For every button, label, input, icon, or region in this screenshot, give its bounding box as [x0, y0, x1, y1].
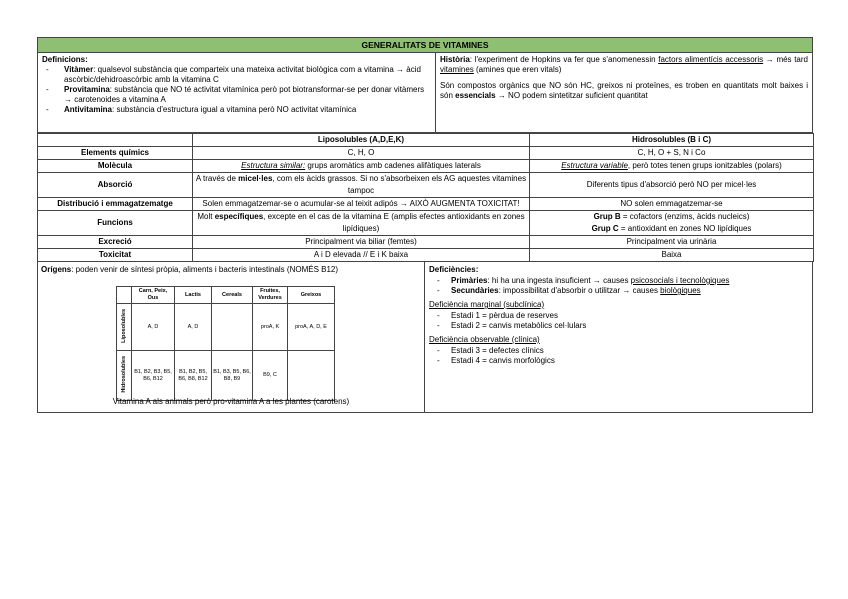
- lipo-cell: [193, 160, 530, 173]
- table-row: [38, 173, 814, 198]
- hidro-cell: Baixa: [530, 249, 814, 262]
- cell-bold: específiques: [214, 212, 264, 221]
- history-text: → NO podem sintetitzar suficient quantitat: [495, 91, 648, 100]
- definitions-heading: Definicions:: [42, 55, 88, 64]
- table-row: [38, 198, 814, 211]
- lipo-cell: Principalment via biliar (femtes): [193, 236, 530, 249]
- hidro-cell: [530, 211, 814, 236]
- hidro-cell: NO solen emmagatzemar-se: [530, 198, 814, 211]
- stage-item: - Estadi 4 = canvis morfològics: [451, 356, 808, 366]
- sources-header-row: [117, 287, 335, 304]
- italic-underline: Estructura variable: [561, 161, 628, 170]
- origins-text: : poden venir de síntesi pròpia, aliments i bacteris intestinals (NOMÉS B12): [71, 265, 339, 274]
- observable-section: [429, 335, 808, 345]
- stage-item: - Estadi 3 = defectes clínics: [451, 346, 808, 356]
- definition-item: [64, 85, 431, 105]
- definition-text: : substància d'estructura igual a vitamina però NO activitat vitamínica: [112, 105, 357, 114]
- origins-intro: [41, 265, 421, 275]
- italic-underline: Estructura similar:: [241, 161, 306, 170]
- sources-cell: [212, 304, 253, 351]
- deficiencies-types: [429, 276, 808, 296]
- sources-column-header: Greixos: [288, 287, 335, 304]
- sources-cell: A, D: [175, 304, 212, 351]
- cell-text: grups aromàtics amb cadenes alifàtiques laterals: [305, 161, 481, 170]
- row-label: Molècula: [38, 160, 193, 173]
- row-label: Distribució i emmagatzematge: [38, 198, 193, 211]
- sources-row-label: [117, 304, 132, 351]
- cell-text: A través de: [195, 174, 239, 183]
- definition-text: : qualsevol substància que comparteix una mateixa activitat biològica com a vitamina → àcid ascòrbic/dehidroascòrbic amb la vitamina C: [64, 65, 421, 84]
- deficiency-underline: psicosocials i tecnològiques: [630, 276, 730, 285]
- deficiency-term: Secundàries: [451, 286, 499, 295]
- table-row: [38, 160, 814, 173]
- table-row: [38, 211, 814, 236]
- history-heading: Història: [440, 55, 470, 64]
- marginal-heading: Deficiència marginal (subclínica): [429, 300, 545, 309]
- sources-row-label-text: Liposolubles: [120, 308, 127, 343]
- sources-cell: B1, B2, B3, B5, B6, B12: [132, 351, 175, 401]
- bottom-row: [37, 262, 813, 413]
- sources-row-label-text: Hidrosolubles: [120, 355, 127, 393]
- sources-cell: A, D: [132, 304, 175, 351]
- history-text: : l'experiment de Hopkins va fer que s'anomenessin: [469, 55, 659, 64]
- history-text: (amines que eren vitals): [473, 65, 562, 74]
- lipo-cell: C, H, O: [193, 147, 530, 160]
- sources-cell: B1, B3, B5, B6, B8, B9: [212, 351, 253, 401]
- row-label: Funcions: [38, 211, 193, 236]
- hidro-cell: Principalment via urinària: [530, 236, 814, 249]
- cell-text: = antioxidant en zones NO lipídiques: [618, 224, 752, 233]
- cell-bold: Grup C: [591, 224, 619, 233]
- history-text: → més tard: [763, 55, 808, 64]
- lipo-cell: A i D elevada // E i K baixa: [193, 249, 530, 262]
- sources-row: [117, 304, 335, 351]
- sources-row-label: [117, 351, 132, 401]
- sources-cell: B1, B2, B5, B6, B8, B12: [175, 351, 212, 401]
- row-label: Excreció: [38, 236, 193, 249]
- cell-text: Molt: [197, 212, 215, 221]
- table-row: [38, 236, 814, 249]
- observable-list: [429, 346, 808, 366]
- history-text: Són compostos orgànics que NO són HC, greixos ni proteïnes, es troben en quantitats molt baixes i són: [440, 81, 808, 100]
- definition-item: [64, 65, 431, 85]
- deficiency-text: : hi ha una ingesta insuficient → causes: [487, 276, 631, 285]
- definition-text: : substància que NO té activitat vitamínica però pot biotransformar-se per donar vitàmers → carotenoides a vitamina A: [64, 85, 425, 104]
- sources-cell: proA, A, D, E: [288, 304, 335, 351]
- marginal-section: [429, 300, 808, 310]
- table-row: [38, 147, 814, 160]
- history-bold: essencials: [455, 91, 496, 100]
- sources-column-header: Carn, Peix, Ous: [132, 287, 175, 304]
- history-panel: [436, 53, 812, 132]
- lipo-cell: [193, 173, 530, 198]
- row-label: Toxicitat: [38, 249, 193, 262]
- sources-cell: B9, C: [253, 351, 288, 401]
- table-header-hidro: Hidrosolubles (B i C): [530, 134, 814, 147]
- deficiency-type: [451, 286, 808, 296]
- table-header-lipo: Liposolubles (A,D,E,K): [193, 134, 530, 147]
- intro-row: [37, 53, 813, 133]
- sources-cell: [288, 351, 335, 401]
- lipo-cell: [193, 211, 530, 236]
- hidro-cell: Diferents tipus d'absorció però NO per micel·les: [530, 173, 814, 198]
- table-header-row: [38, 134, 814, 147]
- document-title: GENERALITATS DE VITAMINES: [37, 37, 813, 53]
- origins-panel: [38, 262, 425, 412]
- stage-item: - Estadi 1 = pèrdua de reserves: [451, 311, 808, 321]
- history-underline: factors alimentícis accessoris: [658, 55, 764, 64]
- deficiency-text: : impossibilitat d'absorbir o utilitzar → causes: [498, 286, 661, 295]
- sources-column-header: Lactis: [175, 287, 212, 304]
- definition-term: Antivitamina: [64, 105, 113, 114]
- marginal-list: [429, 311, 808, 331]
- document: [37, 37, 813, 413]
- sources-table: [116, 286, 335, 401]
- comparison-table: [37, 133, 814, 262]
- history-paragraph-2: [440, 81, 808, 101]
- definition-term: Vitàmer: [64, 65, 94, 74]
- definitions-list: [42, 65, 431, 115]
- row-label: Elements químics: [38, 147, 193, 160]
- cell-text: , excepte en el cas de la vitamina E (amplis efectes antioxidants en zones lipídiques): [263, 212, 525, 233]
- origins-caption: Vitamina A als animals però pro-vitamina A a les plantes (carotens): [112, 397, 350, 406]
- deficiency-underline: biològiques: [660, 286, 701, 295]
- table-header-empty: [38, 134, 193, 147]
- definition-term: Provitamina: [64, 85, 110, 94]
- cell-text: = cofactors (enzims, àcids nucleics): [620, 212, 750, 221]
- sources-column-header: Cereals: [212, 287, 253, 304]
- deficiencies-heading: Deficiències:: [429, 265, 479, 274]
- sources-cell: proA, K: [253, 304, 288, 351]
- deficiencies-panel: [425, 262, 812, 412]
- cell-bold: Grup B: [593, 212, 621, 221]
- hidro-cell: [530, 160, 814, 173]
- deficiency-term: Primàries: [451, 276, 488, 285]
- hidro-cell: C, H, O + S, N i Co: [530, 147, 814, 160]
- observable-heading: Deficiència observable (clínica): [429, 335, 540, 344]
- cell-text: , però totes tenen grups ionitzables (polars): [627, 161, 782, 170]
- history-paragraph-1: [440, 55, 808, 75]
- lipo-cell: Solen emmagatzemar-se o acumular-se al teixit adipós → AIXÒ AUGMENTA TOXICITAT!: [193, 198, 530, 211]
- row-label: Absorció: [38, 173, 193, 198]
- origins-heading: Orígens: [41, 265, 72, 274]
- definitions-panel: [38, 53, 436, 132]
- cell-bold: micel·les: [238, 174, 273, 183]
- sources-column-header: Fruites, Verdures: [253, 287, 288, 304]
- sources-row: [117, 351, 335, 401]
- table-row: [38, 249, 814, 262]
- definition-item: [64, 105, 431, 115]
- deficiency-type: [451, 276, 808, 286]
- sources-corner: [117, 287, 132, 304]
- stage-item: - Estadi 2 = canvis metabòlics cel·lulars: [451, 321, 808, 331]
- cell-text: , com els àcids grassos. Si no s'absorbeixen els AG aquestes vitamines tampoc: [272, 174, 527, 195]
- history-underline: vitamines: [440, 65, 474, 74]
